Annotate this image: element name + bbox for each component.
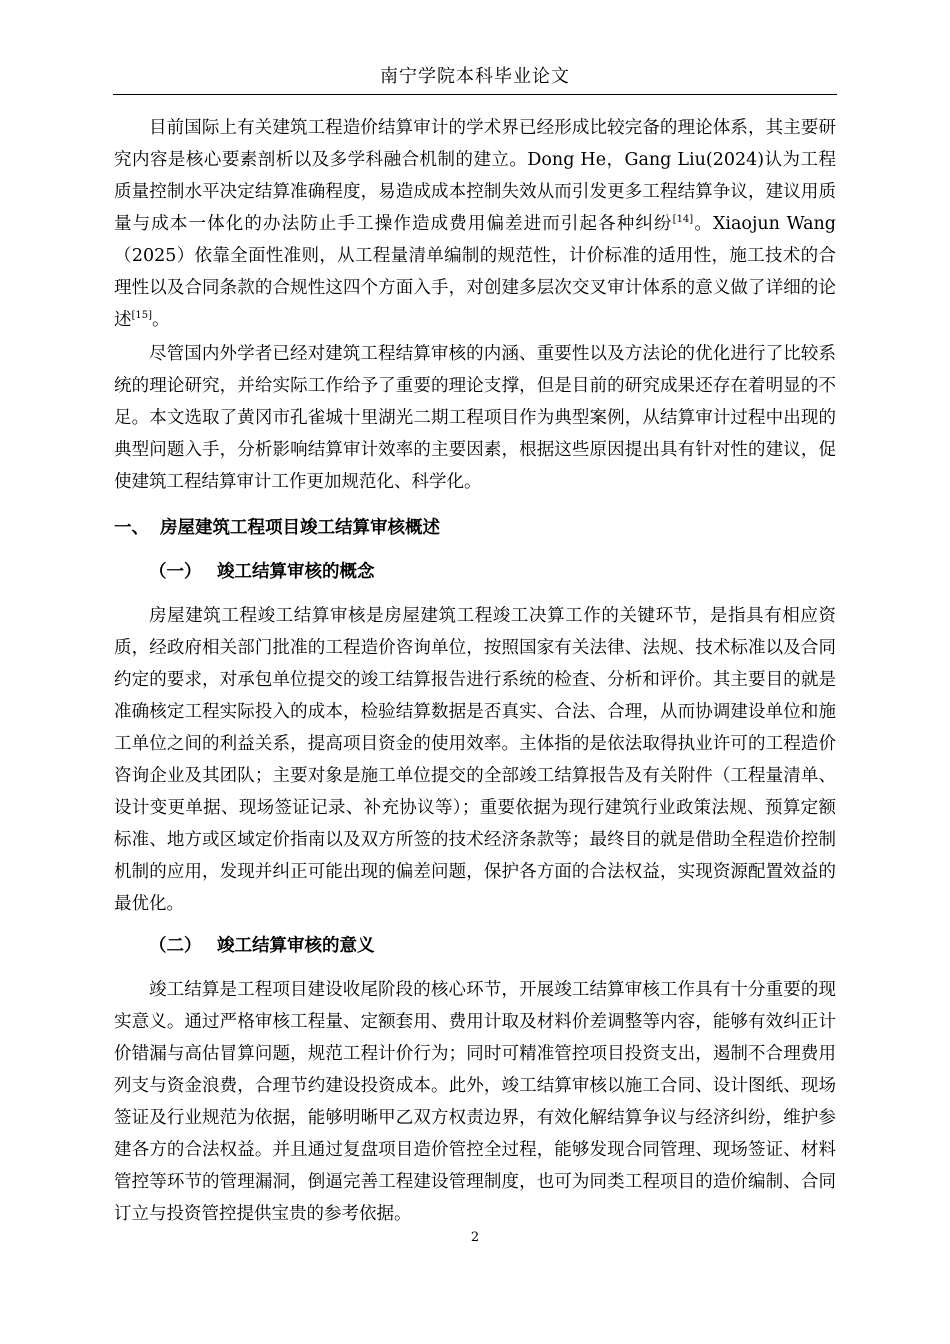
section-heading: [114, 512, 836, 544]
subsection-number: （二）: [149, 936, 202, 956]
paragraph-research-gap: 尽管国内外学者已经对建筑工程结算审核的内涵、重要性以及方法论的优化进行了比较系统的理论研究，并给实际工作给予了重要的理论支撑，但是目前的研究成果还存在着明显的不足。本文选取了黄冈市孔雀城十里湖光二期工程项目作为典型案例，从结算审计过程中出现的典型问题入手，分析影响结算审计效率的主要因素，根据这些原因提出具有针对性的建议，促使建筑工程结算审计工作更加规范化、科学化。: [114, 344, 836, 492]
paragraph-literature-review: [114, 112, 836, 336]
citation-ref: [14]: [672, 214, 694, 226]
subsection-number: （一）: [149, 562, 202, 582]
citation-ref: [15]: [131, 310, 153, 322]
subsection-title: 竣工结算审核的概念: [217, 562, 375, 582]
body-content: [114, 112, 836, 1230]
section-number: 一、: [114, 518, 149, 538]
paragraph-significance: 竣工结算是工程项目建设收尾阶段的核心环节，开展竣工结算审核工作具有十分重要的现实意义。通过严格审核工程量、定额套用、费用计取及材料价差调整等内容，能够有效纠正计价错漏与高估冒算问题，规范工程计价行为；同时可精准管控项目投资支出，遏制不合理费用列支与资金浪费，合理节约建设投资成本。此外，竣工结算审核以施工合同、设计图纸、现场签证及行业规范为依据，能够明晰甲乙双方权责边界，有效化解结算争议与经济纠纷，维护参建各方的合法权益。并且通过复盘项目造价管控全过程，能够发现合同管理、现场签证、材料管控等环节的管理漏洞，倒逼完善工程建设管理制度，也可为同类工程项目的造价编制、合同订立与投资管控提供宝贵的参考依据。: [114, 980, 836, 1224]
page-header: [113, 62, 837, 95]
paragraph-text: 目前国际上有关建筑工程造价结算审计的学术界已经形成比较完备的理论体系，其主要研究内容是核心要素剖析以及多学科融合机制的建立。Dong He，Gang Liu(2024)认为工程质量控制水平决定结算准确程度，易造成成本控制失效从而引发更多工程结算争议，建议用质量与成本一体化的办法防止手工操作造成费用偏差进而引起各种纠纷: [114, 118, 836, 234]
page-number: 2: [470, 1230, 480, 1245]
header-title: 南宁学院本科毕业论文: [380, 66, 570, 87]
subsection-title: 竣工结算审核的意义: [217, 936, 375, 956]
section-title: 房屋建筑工程项目竣工结算审核概述: [160, 518, 440, 538]
paragraph-text: 。: [152, 310, 170, 330]
paragraph-text: 。Xiaojun Wang（2025）依靠全面性准则，从工程量清单编制的规范性，计价标准的适用性，施工技术的合理性以及合同条款的合规性这四个方面入手，对创建多层次交叉审计体系的意义做了详细的论述: [114, 214, 836, 330]
paragraph-concept: 房屋建筑工程竣工结算审核是房屋建筑工程竣工决算工作的关键环节，是指具有相应资质，经政府相关部门批准的工程造价咨询单位，按照国家有关法律、法规、技术标准以及合同约定的要求，对承包单位提交的竣工结算报告进行系统的检查、分析和评价。其主要目的就是准确核定工程实际投入的成本，检验结算数据是否真实、合法、合理，从而协调建设单位和施工单位之间的利益关系，提高项目资金的使用效率。主体指的是依法取得执业许可的工程造价咨询企业及其团队；主要对象是施工单位提交的全部竣工结算报告及有关附件（工程量清单、设计变更单据、现场签证记录、补充协议等）；重要依据为现行建筑行业政策法规、预算定额标准、地方或区域定价指南以及双方所签的技术经济条款等；最终目的就是借助全程造价控制机制的应用，发现并纠正可能出现的偏差问题，保护各方面的合法权益，实现资源配置效益的最优化。: [114, 606, 836, 914]
subsection-heading-significance: [114, 930, 836, 962]
subsection-heading-concept: [114, 556, 836, 588]
page-footer: [0, 1230, 950, 1245]
